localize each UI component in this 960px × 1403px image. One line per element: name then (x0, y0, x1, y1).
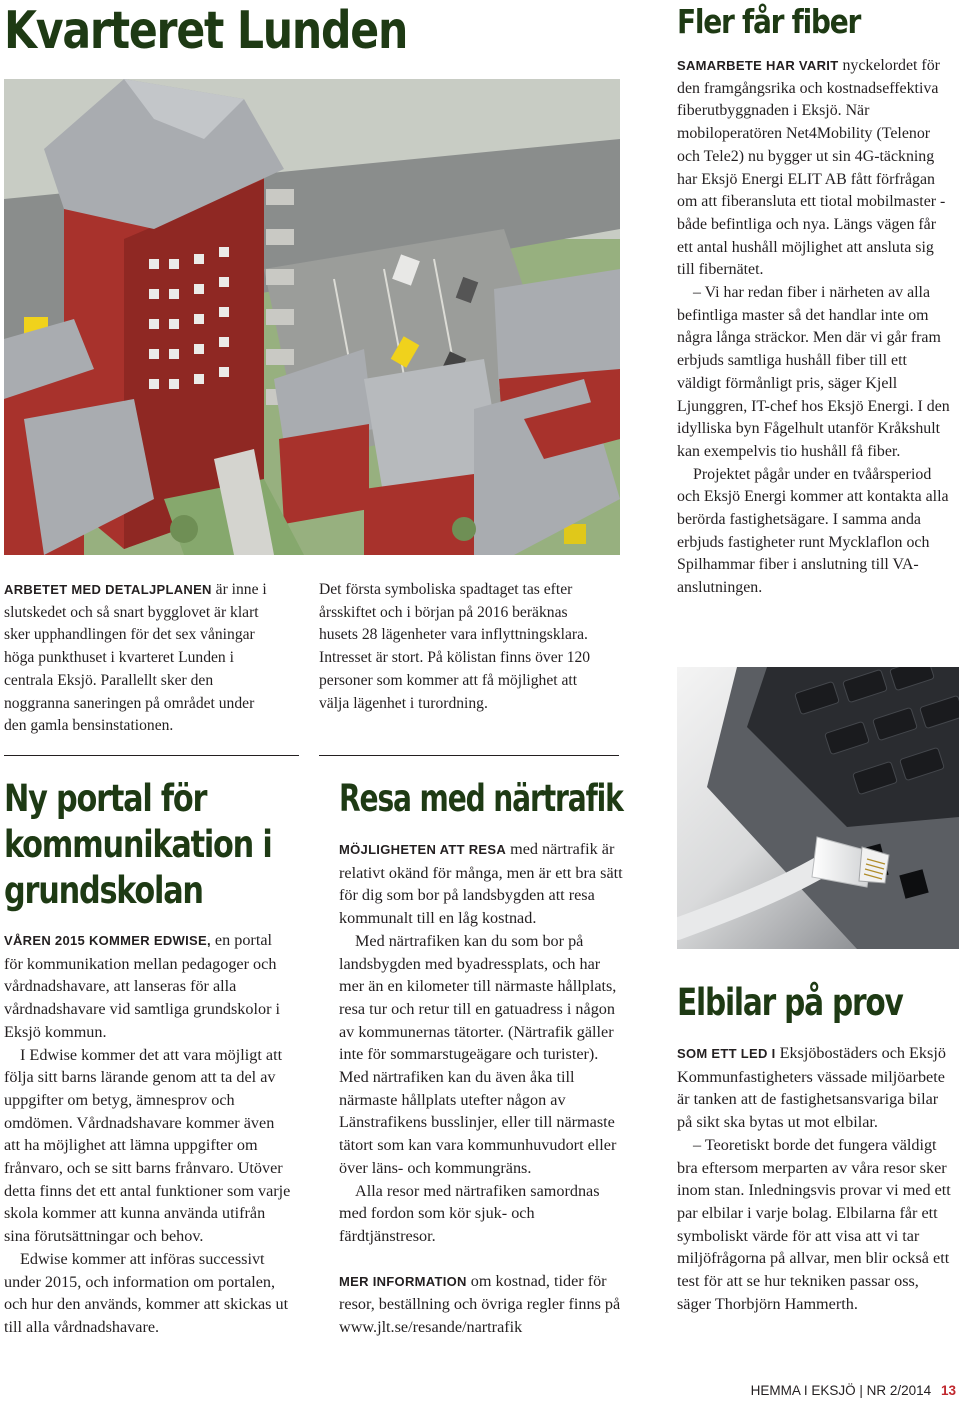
lunden-caption (4, 579, 274, 738)
fiber-p2: – Vi har redan fiber i närheten av alla befintliga master så det handlar inte om några långa sträckor. Men där vi går fram erbjuds samtliga hushåll fiber till ett väldigt förmånligt pris, säger Kjell Ljunggren, IT-chef hos Eksjö Energi. I den idylliska byn Fågelhult utanför Kråkshult kan exempelvis tio hushåll få fiber. (677, 284, 950, 460)
trafik-info-lead: MER INFORMATION (339, 1273, 467, 1289)
portal-p2: I Edwise kommer det att vara möjligt att följa sitt barns lärande genom att ta del av uppgifter om betyg, ämnesprov och omdömen. Vårdnadshavare kommer även att ha möjlighet att lämna uppgifter om frånvaro, och se sitt barns frånvaro. Utöver detta finns det ett antal funktioner som varje skola kommer att kunna använda utifrån sina förutsättningar och behov. (4, 1045, 291, 1246)
trafik-p2: Med närtrafiken kan du som bor på landsbygden med byadressplats, och har mer än en kilometer till närmaste hållplats, resa tur och retur till en gatuadress i någon av kommunernas tätorter. (Närtrafik gäller inte för sommarstugeägare och turister). Med närtrafiken kan du även åka till närmaste hållplats utefter någon av Länstrafikens busslinjer, eller till närmaste tätort som kan vara kommunhuvudort eller över läns- och kommungräns. (339, 931, 617, 1177)
portal-title (4, 776, 272, 914)
divider-left (4, 755, 299, 756)
elbil-p2: – Teoretiskt borde det fungera väldigt bra eftersom merparten av våra resor sker inom stan. Inledningsvis provar vi med ett par elbilar i varje bolag. Elbilarna får ett symboliskt värde för att visa att vi tar miljöfrågorna på allvar, men blir också ett test för att se hur tekniken passar oss, säger Thorbjörn Hammerth. (677, 1135, 951, 1313)
portal-title-line3: grundskolan (4, 869, 203, 912)
trafik-p3: Alla resor med närtrafiken samordnas med fordon som kör sjuk- och färdtjänstresor. (339, 1181, 600, 1245)
laptop-svg (677, 667, 959, 949)
elbil-body (677, 1042, 957, 1315)
lunden-caption-text: är inne i slutskedet och så snart bygglovet är klart sker upphandlingen för det sex våningar höga punkthuset i kvarteret Lunden i centrala Eksjö. Parallellt sker den noggranna saneringen på området under den gamla bensinstationen. (4, 581, 267, 735)
page-title: Kvarteret Lunden (4, 1, 408, 61)
page-footer (751, 1382, 956, 1400)
publication-name: HEMMA I EKSJÖ | NR 2/2014 (750, 1383, 932, 1398)
portal-p3: Edwise kommer att införas successivt under 2015, och information om portalen, och hur den används, kommer att skickas ut till alla vårdnadshavare. (4, 1249, 289, 1336)
divider-middle (319, 755, 619, 756)
fiber-p3: Projektet pågår under en tvåårsperiod och Eksjö Energi kommer att kontakta alla berörda fastighetsägare. I samma anda erbjuds fastigheter runt Mycklaflon och Spilhammar fiber i anslutning till VA-anslutningen. (677, 465, 949, 597)
page-number: 13 (940, 1383, 956, 1398)
portal-title-line2: kommunikation i (4, 823, 272, 866)
architectural-rendering-image (4, 79, 620, 555)
trafik-title: Resa med närtrafik (339, 777, 623, 820)
divider-right-top (677, 0, 959, 1)
elbil-lead: SOM ETT LED I (677, 1046, 776, 1061)
fiber-title: Fler får fiber (677, 2, 861, 41)
rendering-svg (4, 79, 620, 555)
elbil-p1: Eksjöbostäders och Eksjö Kommunfastigheters vässade miljöarbete är tanken att de fastighetsansvariga bilar på sikt ska bytas ut mot elbilar. (677, 1044, 946, 1132)
portal-lead: VÅREN 2015 KOMMER EDWISE, (4, 933, 211, 948)
lunden-caption-2-text: Det första symboliska spadtaget tas efter årsskiftet och i början på 2016 beräknas husets 28 lägenheter vara inflyttningsklara. Intresset är stort. På kölistan finns över 120 personer som kommer att få möjlighet att välja lägenhet i turordning. (319, 581, 591, 712)
trafik-lead: MÖJLIGHETEN ATT RESA (339, 842, 507, 857)
portal-title-line1: Ny portal för (4, 777, 207, 820)
fiber-lead: SAMARBETE HAR VARIT (677, 58, 839, 73)
lunden-lead: ARBETET MED DETALJPLANEN (4, 582, 212, 597)
network-cable-laptop-image (677, 667, 959, 949)
trafik-p1: med närtrafik är relativt okänd för många, men är ett bra sätt för dig som bor på landsbygden att resa kommunalt till en låg kostnad. (339, 840, 623, 928)
fiber-body (677, 55, 955, 600)
trafik-body (339, 838, 629, 1339)
portal-body (4, 929, 292, 1339)
lunden-caption-2 (319, 579, 609, 715)
trafik-info-text: om kostnad, tider för resor, beställning och övriga regler finns på www.jlt.se/resande/nartrafik (339, 1271, 621, 1337)
fiber-p1: nyckelordet för den framgångsrika och kostnadseffektiva fiberutbyggnaden i Eksjö. När mobiloperatören Net4Mobility (Telenor och Tele2) nu bygger ut sin 4G-täckning har Eksjö Energi ELIT AB fått förfrågan om att fiberansluta ett tiotal mobilmaster - både befintliga och nya. Längs vägen får ett antal hushåll möjlighet att ansluta sig till fibernätet. (677, 57, 946, 279)
elbil-title: Elbilar på prov (677, 981, 903, 1024)
portal-p1: en portal för kommunikation mellan pedagoger och vårdnadshavare, att lanseras för alla vårdnadshavare vid samtliga grundskolor i Eksjö kommun. (4, 931, 281, 1041)
